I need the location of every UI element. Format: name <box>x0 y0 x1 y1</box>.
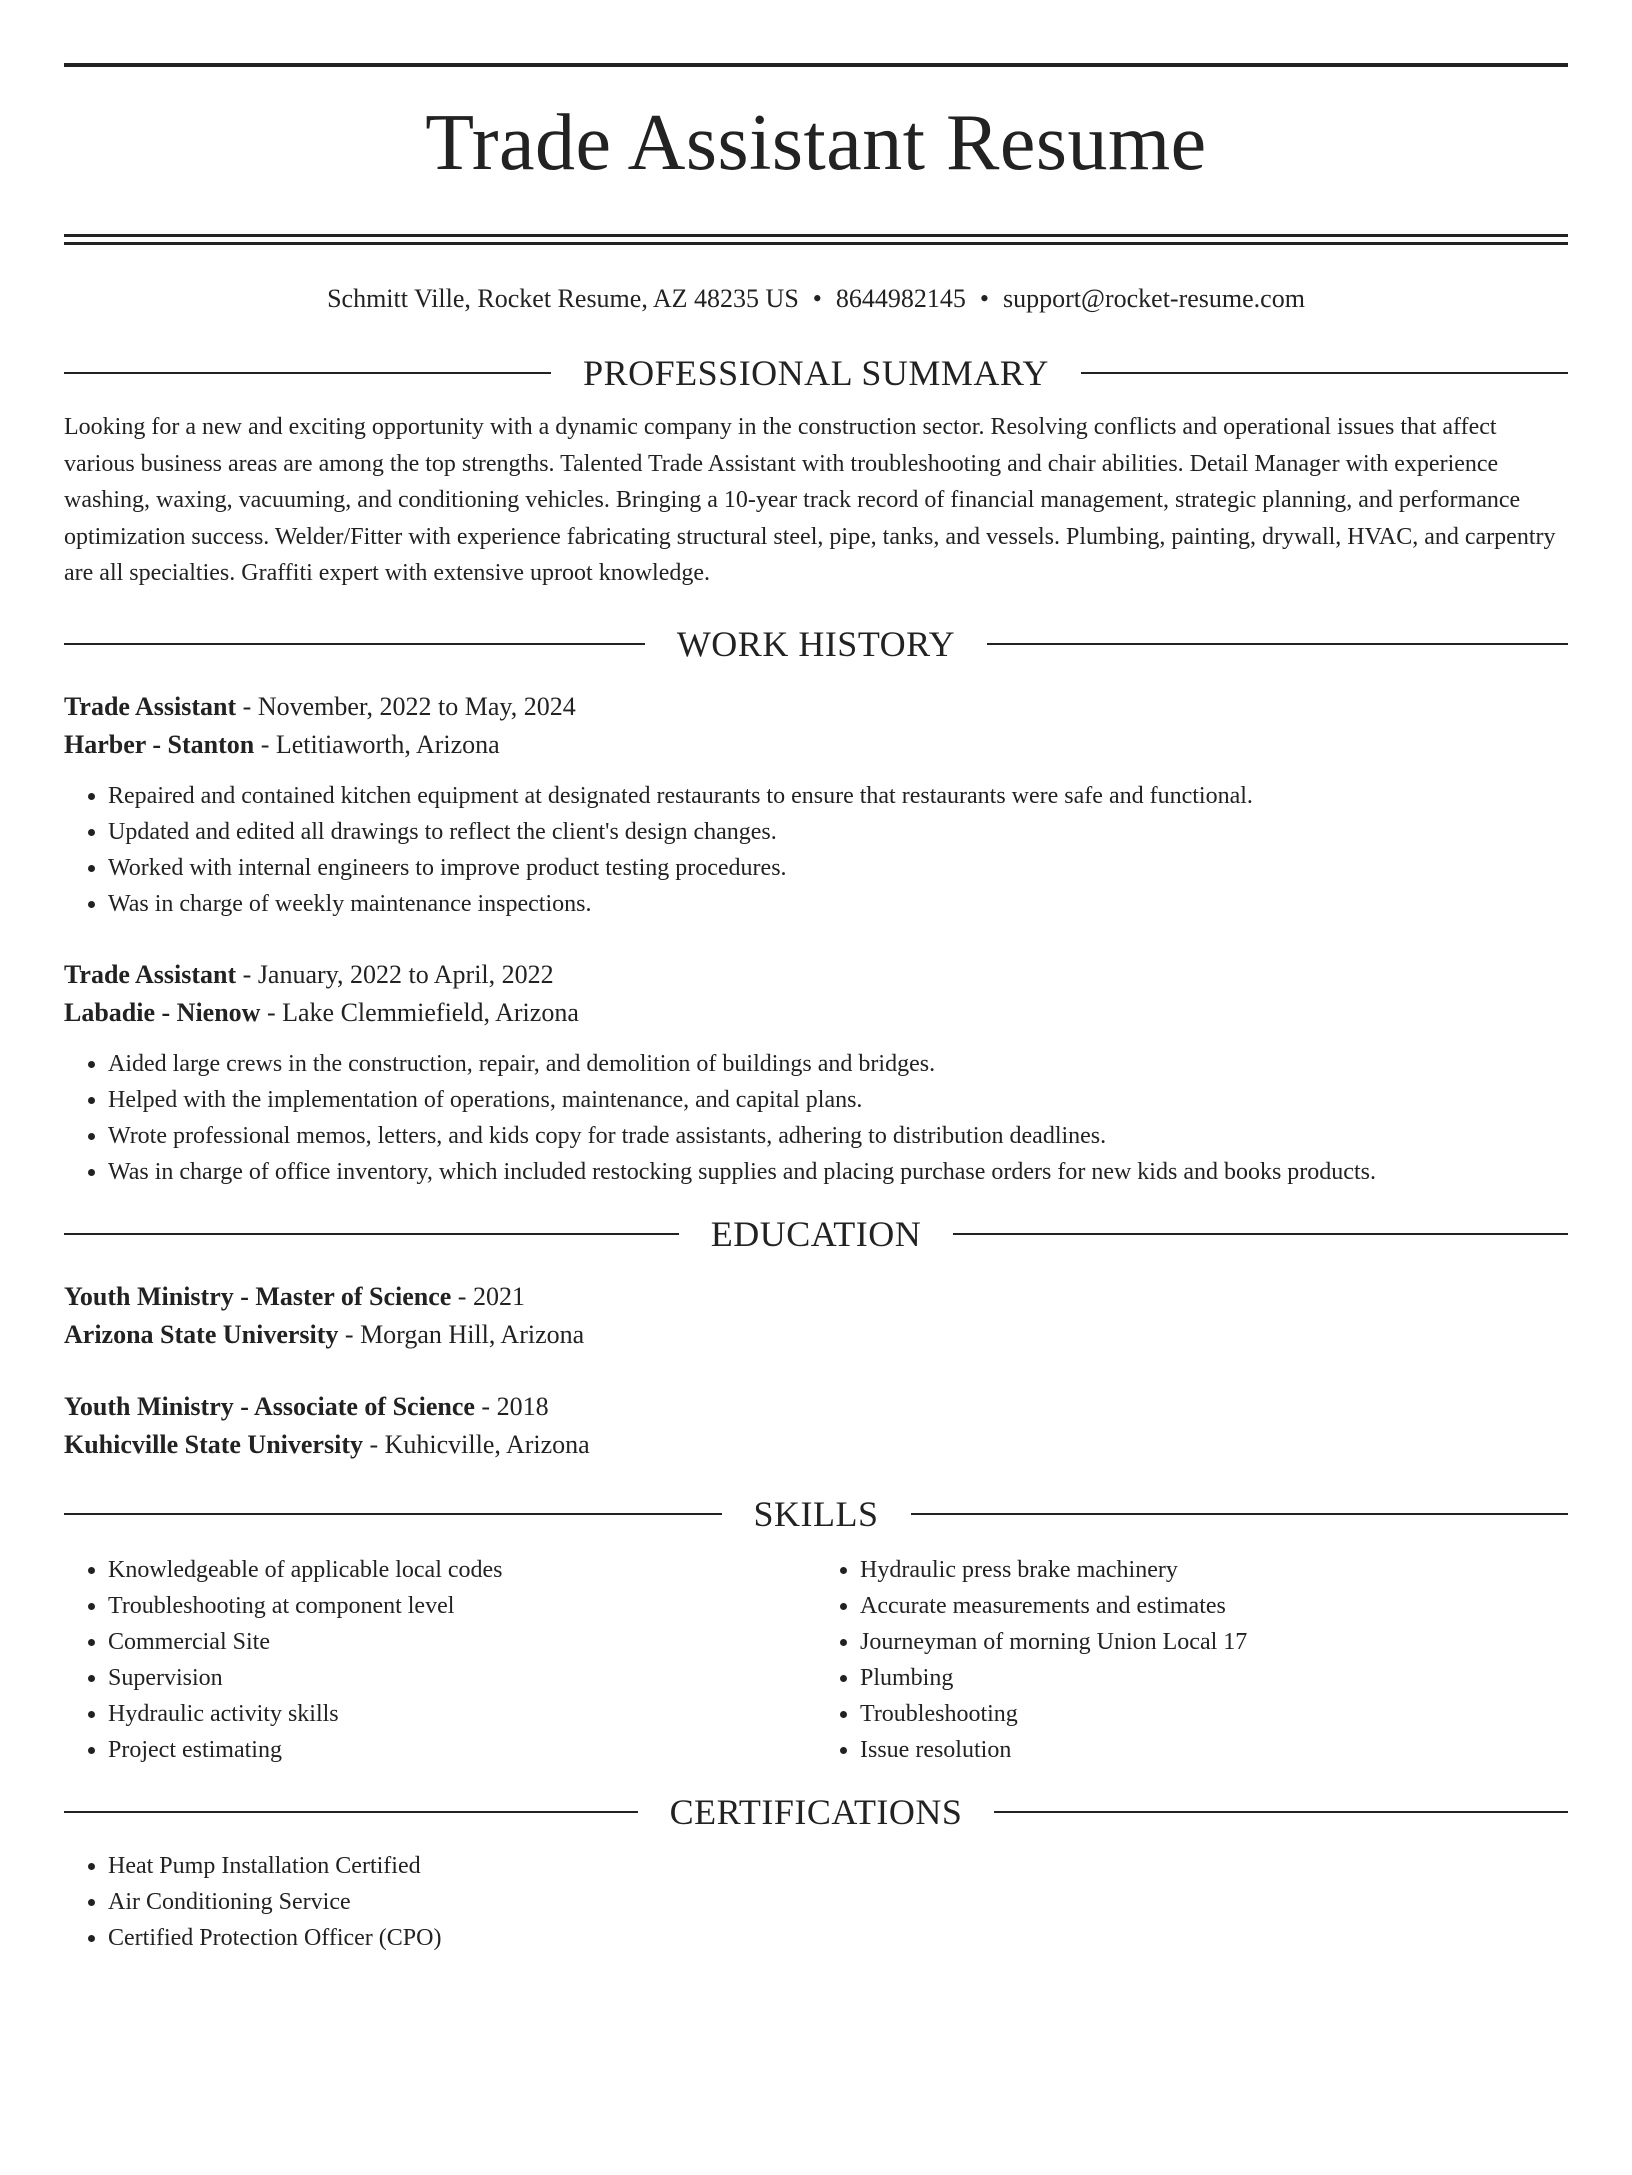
list-item: • Journeyman of morning Union Local 17 <box>860 1624 1568 1660</box>
education-school-line <box>64 1316 1568 1354</box>
contact-email[interactable]: support@rocket-resume.com <box>1003 284 1305 313</box>
heading-rule-left <box>64 1513 722 1515</box>
education-year: - 2021 <box>451 1281 525 1311</box>
section-title: WORK HISTORY <box>676 623 956 664</box>
section-heading-summary <box>64 351 1568 395</box>
list-item: • Aided large crews in the construction, repair, and demolition of buildings and bridges. <box>108 1046 1568 1082</box>
job-company-line <box>64 994 1568 1032</box>
list-item: • Helped with the implementation of operations, maintenance, and capital plans. <box>108 1082 1568 1118</box>
education-degree: Youth Ministry - Associate of Science <box>64 1391 475 1421</box>
skills-grid <box>64 1552 1568 1768</box>
heading-rule-right <box>911 1513 1569 1515</box>
skills-list-right <box>816 1552 1568 1768</box>
list-item: • Was in charge of weekly maintenance inspections. <box>108 886 1568 922</box>
job-company: Labadie - Nienow <box>64 997 261 1027</box>
list-item: • Supervision <box>108 1660 816 1696</box>
job-bullets <box>64 778 1568 922</box>
heading-rule-right <box>994 1811 1568 1813</box>
education-school: Kuhicville State University <box>64 1429 363 1459</box>
list-item: • Project estimating <box>108 1732 816 1768</box>
education-school-line <box>64 1426 1568 1464</box>
resume-title: Trade Assistant Resume <box>425 99 1207 187</box>
section-title: PROFESSIONAL SUMMARY <box>583 353 1049 393</box>
section-heading-work <box>64 622 1568 666</box>
education-location: - Kuhicville, Arizona <box>362 1429 590 1459</box>
list-item: • Wrote professional memos, letters, and kids copy for trade assistants, adhering to distribution deadlines. <box>108 1118 1568 1154</box>
list-item: • Knowledgeable of applicable local codes <box>108 1552 816 1588</box>
education-degree-line <box>64 1388 1568 1426</box>
list-item: • Air Conditioning Service <box>108 1884 1568 1920</box>
list-item: • Accurate measurements and estimates <box>860 1588 1568 1624</box>
list-item: • Commercial Site <box>108 1624 816 1660</box>
title-double-rule <box>64 234 1568 245</box>
certifications-list <box>64 1848 1568 1956</box>
job-title: Trade Assistant <box>64 959 237 989</box>
job-company: Harber - Stanton <box>64 729 255 759</box>
section-heading-skills <box>64 1492 1568 1536</box>
list-item: • Updated and edited all drawings to reflect the client's design changes. <box>108 814 1568 850</box>
heading-rule-right <box>1081 372 1568 374</box>
resume-page <box>0 63 1632 2175</box>
contact-separator: • <box>812 284 822 313</box>
heading-rule-left <box>64 1233 679 1235</box>
list-item: • Troubleshooting at component level <box>108 1588 816 1624</box>
list-item: • Hydraulic activity skills <box>108 1696 816 1732</box>
list-item: • Repaired and contained kitchen equipment at designated restaurants to ensure that restaurants were safe and functional. <box>108 778 1568 814</box>
education-school: Arizona State University <box>64 1319 339 1349</box>
list-item: • Hydraulic press brake machinery <box>860 1552 1568 1588</box>
heading-rule-right <box>987 643 1568 645</box>
section-title: EDUCATION <box>710 1213 922 1254</box>
education-entry <box>64 1278 1568 1354</box>
job-entry <box>64 956 1568 1190</box>
job-title-line <box>64 688 1568 726</box>
skills-list-left <box>64 1552 816 1768</box>
section-title: SKILLS <box>753 1493 879 1534</box>
heading-rule-left <box>64 372 551 374</box>
list-item: • Issue resolution <box>860 1732 1568 1768</box>
summary-text: Looking for a new and exciting opportunity with a dynamic company in the construction sector. Resolving conflicts and operational issues that affect various business areas are among the top strengths. Talented Trade Assistant with troubleshooting and chair abilities. Detail Manager with experience washing, waxing, vacuuming, and conditioning vehicles. Bringing a 10-year track record of financial management, strategic planning, and performance optimization success. Welder/Fitter with experience fabricating structural steel, pipe, tanks, and vessels. Plumbing, painting, drywall, HVAC, and carpentry are all specialties. Graffiti expert with extensive uproot knowledge. <box>64 414 1556 586</box>
job-bullets <box>64 1046 1568 1190</box>
top-rule <box>64 63 1568 67</box>
heading-rule-left <box>64 1811 638 1813</box>
education-location: - Morgan Hill, Arizona <box>338 1319 585 1349</box>
contact-phone[interactable]: 8644982145 <box>835 284 966 313</box>
list-item: • Worked with internal engineers to improve product testing procedures. <box>108 850 1568 886</box>
job-location: - Lake Clemmiefield, Arizona <box>260 997 579 1027</box>
job-dates: - November, 2022 to May, 2024 <box>236 691 576 721</box>
education-degree-line <box>64 1278 1568 1316</box>
list-item: • Plumbing <box>860 1660 1568 1696</box>
list-item: • Certified Protection Officer (CPO) <box>108 1920 1568 1956</box>
section-heading-education <box>64 1212 1568 1256</box>
job-company-line <box>64 726 1568 764</box>
education-degree: Youth Ministry - Master of Science <box>64 1281 452 1311</box>
list-item: • Was in charge of office inventory, which included restocking supplies and placing purchase orders for new kids and books products. <box>108 1154 1568 1190</box>
contact-address: Schmitt Ville, Rocket Resume, AZ 48235 US <box>327 284 799 313</box>
list-item: • Troubleshooting <box>860 1696 1568 1732</box>
job-entry <box>64 688 1568 922</box>
job-dates: - January, 2022 to April, 2022 <box>236 959 554 989</box>
section-heading-certifications <box>64 1790 1568 1834</box>
list-item: • Heat Pump Installation Certified <box>108 1848 1568 1884</box>
job-title-line <box>64 956 1568 994</box>
job-location: - Letitiaworth, Arizona <box>254 729 500 759</box>
education-year: - 2018 <box>474 1391 549 1421</box>
heading-rule-left <box>64 643 645 645</box>
contact-line <box>64 279 1568 319</box>
education-entry <box>64 1388 1568 1464</box>
job-title: Trade Assistant <box>64 691 237 721</box>
contact-separator: • <box>979 284 990 313</box>
heading-rule-right <box>953 1233 1568 1235</box>
section-title: CERTIFICATIONS <box>669 1791 963 1832</box>
